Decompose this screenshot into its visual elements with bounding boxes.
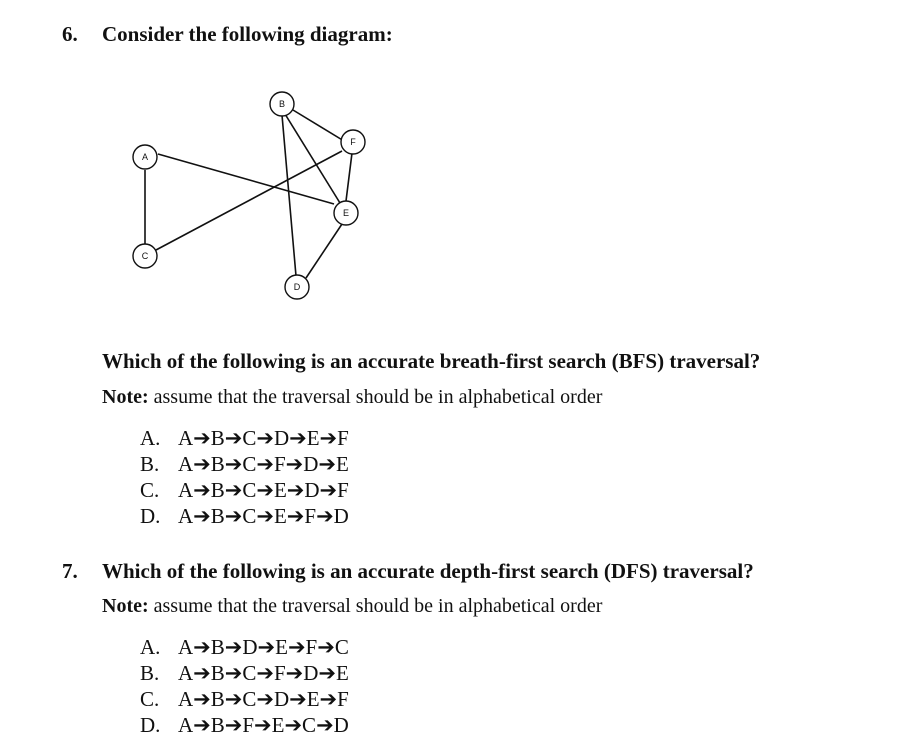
question-6-option-b[interactable] xyxy=(140,451,349,477)
option-text: A➔B➔C➔F➔D➔E xyxy=(178,661,349,685)
node-f-label: F xyxy=(350,137,356,147)
node-b-label: B xyxy=(278,99,286,109)
graph-node-labels xyxy=(142,99,357,292)
question-6-options xyxy=(140,425,349,529)
graph-edges xyxy=(145,110,352,278)
option-text: A➔B➔F➔E➔C➔D xyxy=(178,713,349,737)
question-7-option-c[interactable] xyxy=(140,686,349,712)
question-6-option-c[interactable] xyxy=(140,477,349,503)
question-7-option-d[interactable] xyxy=(140,712,349,738)
node-c-label: C xyxy=(141,251,149,261)
edge-b-f xyxy=(293,110,344,141)
edge-e-f xyxy=(346,153,352,201)
option-letter: A. xyxy=(140,426,161,450)
option-text: A➔B➔C➔D➔E➔F xyxy=(178,426,349,450)
edge-a-e xyxy=(158,154,334,204)
option-text: A➔B➔D➔E➔F➔C xyxy=(178,635,349,659)
option-letter: D. xyxy=(140,504,161,528)
question-7-options xyxy=(140,634,349,738)
edge-d-e xyxy=(306,221,344,278)
question-6-option-d[interactable] xyxy=(140,503,349,529)
option-letter: B. xyxy=(140,452,160,476)
question-7-option-a[interactable] xyxy=(140,634,349,660)
option-letter: C. xyxy=(140,478,160,502)
question-7-prompt: Which of the following is an accurate depth-first search (DFS) traversal? xyxy=(102,559,754,583)
option-text: A➔B➔C➔F➔D➔E xyxy=(178,452,349,476)
option-letter: A. xyxy=(140,635,161,659)
option-letter: D. xyxy=(140,713,161,737)
question-6-number: 6. xyxy=(62,22,78,46)
question-7-number: 7. xyxy=(62,559,78,583)
option-text: A➔B➔C➔E➔F➔D xyxy=(178,504,349,528)
question-7-note-label: Note: xyxy=(102,595,149,617)
option-letter: C. xyxy=(140,687,160,711)
node-d-label: D xyxy=(293,282,301,292)
question-7-option-b[interactable] xyxy=(140,660,349,686)
node-e-label: E xyxy=(342,208,350,218)
question-6-prompt: Which of the following is an accurate breath-first search (BFS) traversal? xyxy=(102,349,761,373)
question-6-option-a[interactable] xyxy=(140,425,349,451)
edge-c-f xyxy=(156,151,342,250)
question-7-note-text: assume that the traversal should be in alphabetical order xyxy=(148,595,603,617)
node-a-label: A xyxy=(141,152,149,162)
question-7-heading xyxy=(62,559,754,584)
question-6-title: Consider the following diagram: xyxy=(102,22,393,46)
option-text: A➔B➔C➔E➔D➔F xyxy=(178,478,349,502)
question-6-note xyxy=(102,386,602,409)
edge-b-e xyxy=(285,114,340,203)
graph-nodes xyxy=(133,92,365,299)
option-letter: B. xyxy=(140,661,160,685)
question-6-note-text: assume that the traversal should be in alphabetical order xyxy=(148,386,603,408)
question-6-note-label: Note: xyxy=(102,386,149,408)
edge-b-d xyxy=(282,115,296,276)
question-7-note xyxy=(102,595,602,618)
option-text: A➔B➔C➔D➔E➔F xyxy=(178,687,349,711)
